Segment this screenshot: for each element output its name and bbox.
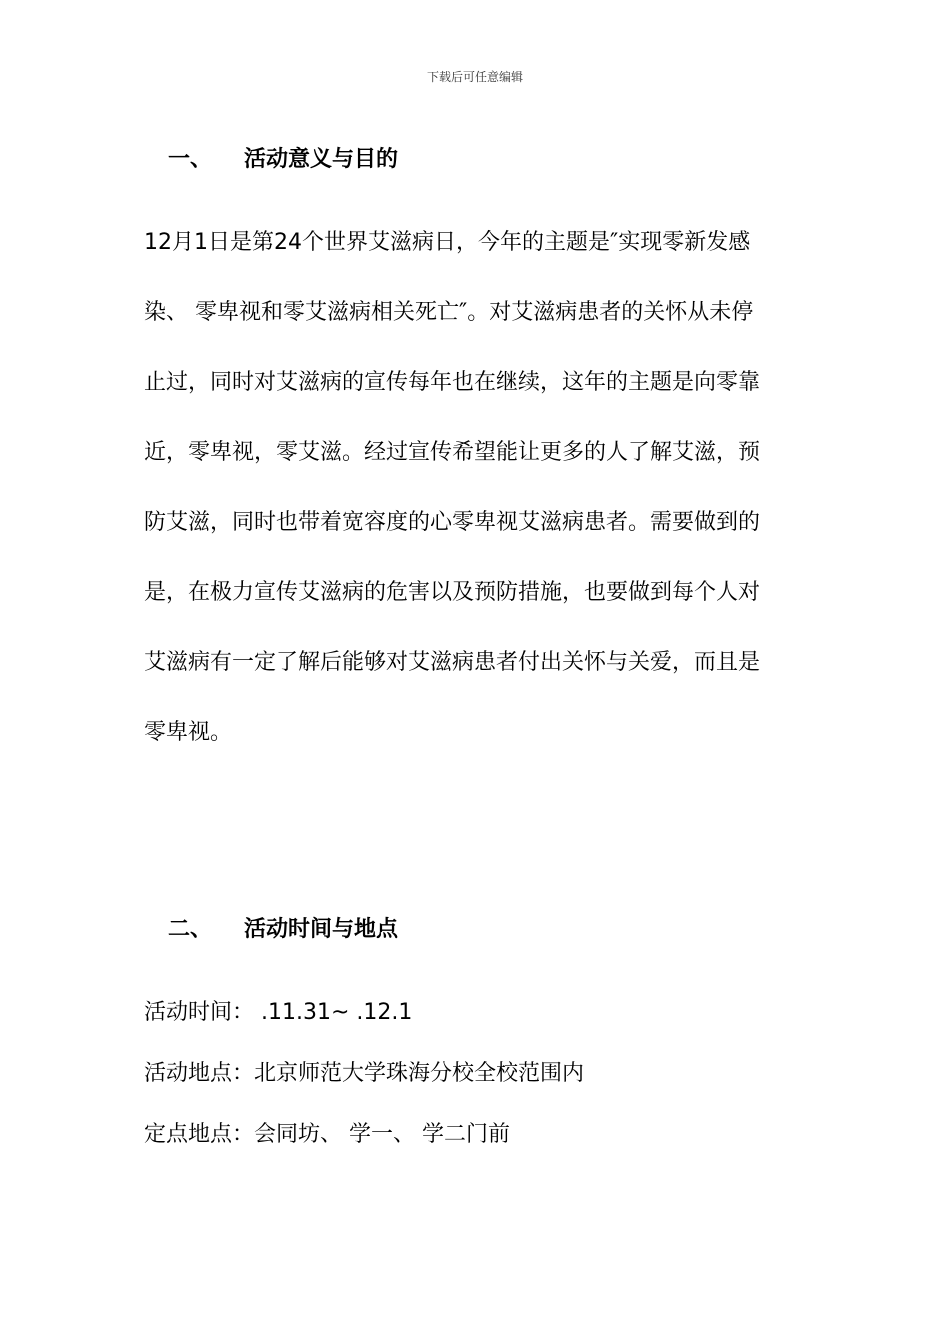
section-1-paragraph — [144, 226, 814, 786]
section-number-2: 二、 — [168, 916, 213, 942]
section-heading-2 — [168, 909, 398, 945]
paragraph-line: 止过，同时对艾滋病的宣传每年也在继续，这年的主题是向零靠 — [144, 370, 761, 395]
section-number-1: 一、 — [168, 146, 213, 172]
section-title-2: 活动时间与地点 — [244, 916, 399, 942]
paragraph-line: 是，在极力宣传艾滋病的危害以及预防措施，也要做到每个人对 — [144, 580, 761, 605]
activity-location-row: 活动地点：北京师范大学珠海分校全校范围内 — [144, 1061, 585, 1086]
paragraph-line: 零卑视。 — [144, 720, 233, 745]
paragraph-line: 防艾滋，同时也带着宽容度的心零卑视艾滋病患者。需要做到的 — [144, 510, 761, 535]
paragraph-line: 近，零卑视，零艾滋。经过宣传希望能让更多的人了解艾滋，预 — [144, 440, 761, 465]
fixed-location-row: 定点地点：会同坊、 学一、 学二门前 — [144, 1122, 510, 1147]
section-2-info — [144, 997, 814, 1180]
activity-time-row: 活动时间： .11.31~ .12.1 — [144, 1000, 413, 1025]
section-heading-1 — [168, 139, 398, 175]
page-header: 下载后可任意编辑 — [426, 70, 523, 84]
section-title-1: 活动意义与目的 — [244, 146, 399, 172]
paragraph-line: 染、 零卑视和零艾滋病相关死亡″。对艾滋病患者的关怀从未停 — [144, 300, 754, 325]
paragraph-line: 艾滋病有一定了解后能够对艾滋病患者付出关怀与关爱，而且是 — [144, 650, 761, 675]
paragraph-line: 12月1日是第24个世界艾滋病日，今年的主题是″实现零新发感 — [144, 230, 751, 255]
